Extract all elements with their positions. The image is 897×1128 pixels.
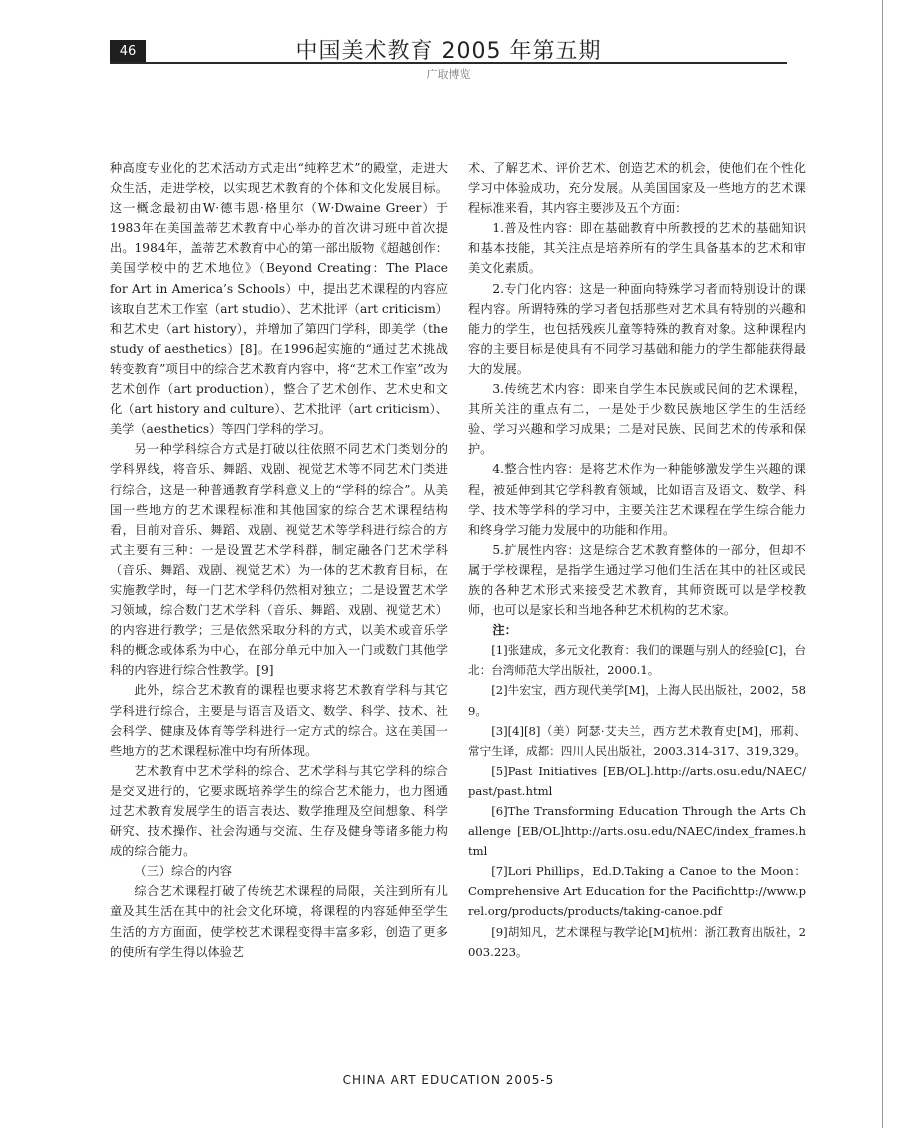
paragraph: 另一种学科综合方式是打破以往依照不同艺术门类划分的学科界线，将音乐、舞蹈、戏剧、视觉艺术等不同艺术门类进行综合，这是一种普通教育学科意义上的“学科的综合”。从美国一些地方的艺术课程标准和其他国家的综合艺术课程结构看，目前对音乐、舞蹈、戏剧、视觉艺术等学科进行综合的方式主要有三种：一是设置艺术学科群，制定融各门艺术学科（音乐、舞蹈、戏剧、视觉艺术）为一体的艺术教育目标，在实施教学时，每一门艺术学科仍然相对独立；二是设置艺术学习领域，综合数门艺术学科（音乐、舞蹈、戏剧、视觉艺术）的内容进行教学；三是依然采取分科的方式，以美术或音乐学科的概念或体系为中心，在部分单元中加入一门或数门其他学科的内容进行综合性教学。[9] (110, 442, 448, 678)
header-rule (110, 62, 787, 64)
right-column (468, 158, 806, 962)
note-item: [6]The Transforming Education Through the Arts Challenge [EB/OL]http://arts.osu.edu/NAEC/index_frames.html (468, 804, 806, 859)
page-number: 46 (110, 40, 146, 62)
paragraph: 此外，综合艺术教育的课程也要求将艺术教育学科与其它学科进行综合，主要是与语言及语文、数学、科学、技术、社会科学、健康及体育等学科进行一定方式的综合。这在美国一些地方的艺术课程标准中均有所体现。 (110, 683, 448, 758)
paragraph: 5.扩展性内容：这是综合艺术教育整体的一部分，但却不属于学校课程，是指学生通过学习他们生活在其中的社区或民族的各种艺术形式来接受艺术教育，其师资既可以是学校教师，也可以是家长和当地各种艺术机构的艺术家。 (468, 542, 806, 618)
paragraph: 3.传统艺术内容：即来自学生本民族或民间的艺术课程，其所关注的重点有二，一是处于少数民族地区学生的生活经验、学习兴趣和学习成果；二是对民族、民间艺术的传承和保护。 (468, 382, 806, 457)
note-item: [2]牛宏宝，西方现代美学[M]，上海人民出版社，2002，589。 (468, 683, 806, 718)
paragraph: 1.普及性内容：即在基础教育中所教授的艺术的基础知识和基本技能，其关注点是培养所有的学生具备基本的艺术和审美文化素质。 (468, 221, 806, 276)
paragraph: 艺术教育中艺术学科的综合、艺术学科与其它学科的综合是交叉进行的，它要求既培养学生的综合艺术能力，也力图通过艺术教育发展学生的语言表达、数学推理及空间想象、科学研究、技术操作、社会沟通与交流、生存及健身等诸多能力构成的综合能力。 (110, 763, 448, 859)
section-heading: （三）综合的内容 (134, 864, 232, 879)
paragraph: 种高度专业化的艺术活动方式走出“纯粹艺术”的殿堂，走进大众生活，走进学校，以实现艺术教育的个体和文化发展目标。这一概念最初由W·德韦恩·格里尔（W·Dwaine Greer）于1983年在美国盖蒂艺术教育中心举办的首次讲习班中首次提出。1984年，盖蒂艺术教育中心的第一部出版物《超越创作：美国学校中的艺术地位》（Beyond Creating：The Place for Art in America’s Schools）中，提出艺术课程的内容应该取自艺术工作室（art studio）、艺术批评（art criticism）和艺术史（art history），并增加了第四门学科，即美学（the study of aesthetics）[8]。在1996起实施的“通过艺术挑战转变教育”项目中的综合艺术教育内容中，将“艺术工作室”改为艺术创作（art production），整合了艺术创作、艺术史和文化（art history and culture）、艺术批评（art criticism）、美学（aesthetics）等四门学科的学习。 (110, 161, 448, 437)
paragraph: 术、了解艺术、评价艺术、创造艺术的机会，使他们在个性化学习中体验成功，充分发展。从美国国家及一些地方的艺术课程标准来看，其内容主要涉及五个方面： (468, 161, 806, 216)
note-item: [5]Past Initiatives [EB/OL].http://arts.osu.edu/NAEC/past/past.html (468, 763, 806, 798)
notes-title: 注： (492, 623, 517, 638)
note-item: [3][4][8]（美）阿瑟·艾夫兰，西方艺术教育史[M]，邢莉、常宁生译，成都：四川人民出版社，2003.314-317、319,329。 (468, 723, 806, 758)
page-footer: CHINA ART EDUCATION 2005-5 (342, 1073, 555, 1087)
left-column (110, 158, 448, 962)
note-item: [7]Lori Phillips，Ed.D.Taking a Canoe to the Moon：Comprehensive Art Education for the Pacifichttp://www.prel.org/products/products/taking-canoe.pdf (468, 864, 806, 919)
note-item: [9]胡知凡，艺术课程与教学论[M]杭州：浙江教育出版社，2003.223。 (468, 924, 806, 959)
scan-edge-line (882, 0, 883, 1128)
paragraph: 2.专门化内容：这是一种面向特殊学习者而特别设计的课程内容。所谓特殊的学习者包括那些对艺术具有特别的兴趣和能力的学生，也包括残疾儿童等特殊的教育对象。这种课程内容的主要目标是使具有不同学习基础和能力的学生都能获得最大的发展。 (468, 281, 806, 376)
section-tag: 广取博览 (426, 68, 471, 81)
note-item: [1]张建成，多元文化教育：我们的课题与别人的经验[C]，台北：台湾师范大学出版社，2000.1。 (468, 643, 806, 678)
paragraph: 综合艺术课程打破了传统艺术课程的局限，关注到所有儿童及其生活在其中的社会文化环境，将课程的内容延伸至学生生活的方方面面，使学校艺术课程变得丰富多彩，创造了更多的使所有学生得以体验艺 (110, 884, 448, 959)
journal-title: 中国美术教育 2005 年第五期 (295, 39, 602, 64)
paragraph: 4.整合性内容：是将艺术作为一种能够激发学生兴趣的课程，被延伸到其它学科教育领域，比如语言及语文、数学、科学、技术等学科的学习中，主要关注艺术课程在学生综合能力和终身学习能力发展中的功能和作用。 (468, 462, 806, 537)
